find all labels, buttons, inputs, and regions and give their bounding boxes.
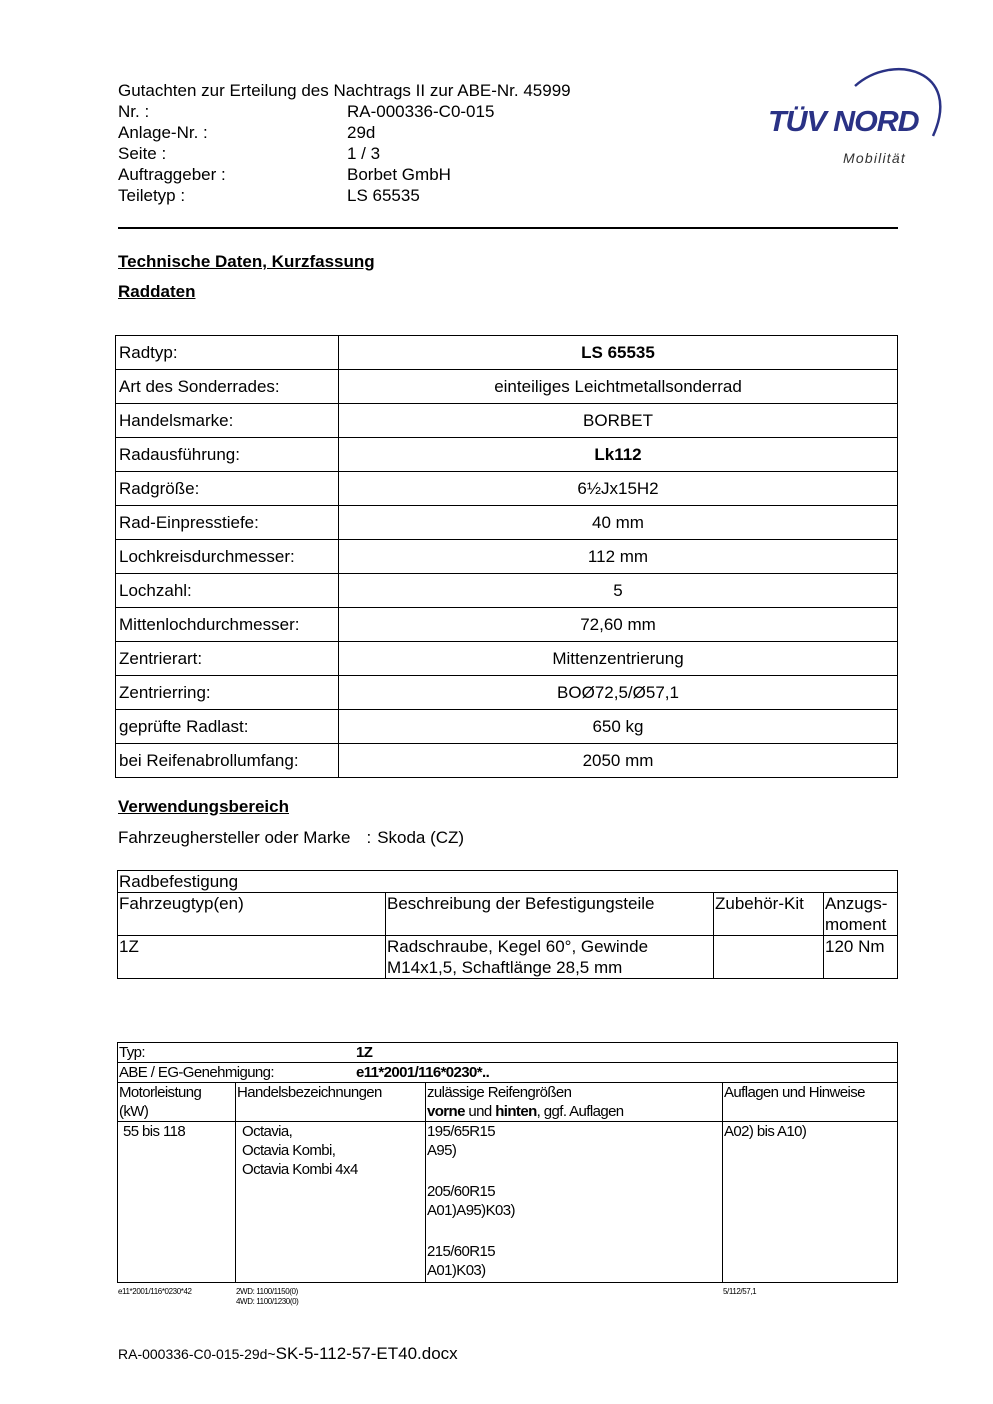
table-row: Lochkreisdurchmesser: 112 mm: [116, 540, 898, 574]
table-row: Zentrierring: BOØ72,5/Ø57,1: [116, 676, 898, 710]
table-row: Zentrierart: Mittenzentrierung: [116, 642, 898, 676]
footnote-wd: 2WD: 1100/1150(0) 4WD: 1100/1230(0): [236, 1287, 299, 1306]
table-row: Radbefestigung: [118, 871, 898, 893]
logo-brand: TÜV NORD: [768, 106, 919, 138]
table-row: Fahrzeugtyp(en) Beschreibung der Befestigungsteile Zubehör-Kit Anzugs- moment: [118, 893, 898, 936]
header-field: Teiletyp : LS 65535: [118, 186, 420, 205]
table-row: 1Z Radschraube, Kegel 60°, Gewinde M14x1,5, Schaftlänge 28,5 mm 120 Nm: [118, 936, 898, 979]
table-row: Lochzahl: 5: [116, 574, 898, 608]
table-row: bei Reifenabrollumfang: 2050 mm: [116, 744, 898, 778]
logo-subtitle: Mobilität: [843, 150, 906, 166]
table-row: ABE / EG-Genehmigung: e11*2001/116*0230*..: [118, 1063, 898, 1083]
hersteller-line: Fahrzeughersteller oder Marke : Skoda (CZ): [118, 828, 465, 847]
typ-table: [117, 1042, 898, 1283]
befestigung-table: [117, 870, 898, 979]
header-field: Anlage-Nr. : 29d: [118, 123, 376, 142]
section-heading-verwendung: Verwendungsbereich: [118, 797, 289, 816]
document-header: [118, 80, 571, 206]
header-field: Nr. : RA-000336-C0-015: [118, 102, 495, 121]
table-row: Typ: 1Z: [118, 1043, 898, 1063]
raddaten-table: [115, 335, 898, 778]
document-title: Gutachten zur Erteilung des Nachtrags II zur ABE-Nr. 45999: [118, 81, 571, 100]
header-field: Seite : 1 / 3: [118, 144, 381, 163]
table-row: Radtyp: LS 65535: [116, 336, 898, 370]
section-heading-technische: Technische Daten, Kurzfassung: [118, 252, 375, 271]
table-row: 55 bis 118 Octavia, Octavia Kombi, Octavia Kombi 4x4 195/65R15 A95) 205/60R15 A01)A95)K03) 215/60R15 A01)K03) A02) bis A10): [118, 1122, 898, 1283]
table-row: Rad-Einpresstiefe: 40 mm: [116, 506, 898, 540]
header-field: Auftraggeber : Borbet GmbH: [118, 165, 451, 184]
table-row: Radausführung: Lk112: [116, 438, 898, 472]
table-row: Motorleistung (kW) Handelsbezeichnungen zulässige Reifengrößen vorne und hinten, ggf. Auflagen Auflagen und Hinweise: [118, 1083, 898, 1122]
table-row: Handelsmarke: BORBET: [116, 404, 898, 438]
table-row: Radgröße: 6½Jx15H2: [116, 472, 898, 506]
table-row: Art des Sonderrades: einteiliges Leichtmetallsonderrad: [116, 370, 898, 404]
table-row: Mittenlochdurchmesser: 72,60 mm: [116, 608, 898, 642]
file-name: RA-000336-C0-015-29d~SK-5-112-57-ET40.docx: [118, 1344, 458, 1363]
footnote-abe: e11*2001/116*0230*42: [118, 1287, 192, 1296]
table-row: geprüfte Radlast: 650 kg: [116, 710, 898, 744]
section-heading-raddaten: Raddaten: [118, 282, 196, 301]
tuv-nord-logo: [763, 58, 943, 178]
footnote-lk: 5/112/57,1: [723, 1287, 757, 1296]
header-divider: [118, 227, 898, 229]
